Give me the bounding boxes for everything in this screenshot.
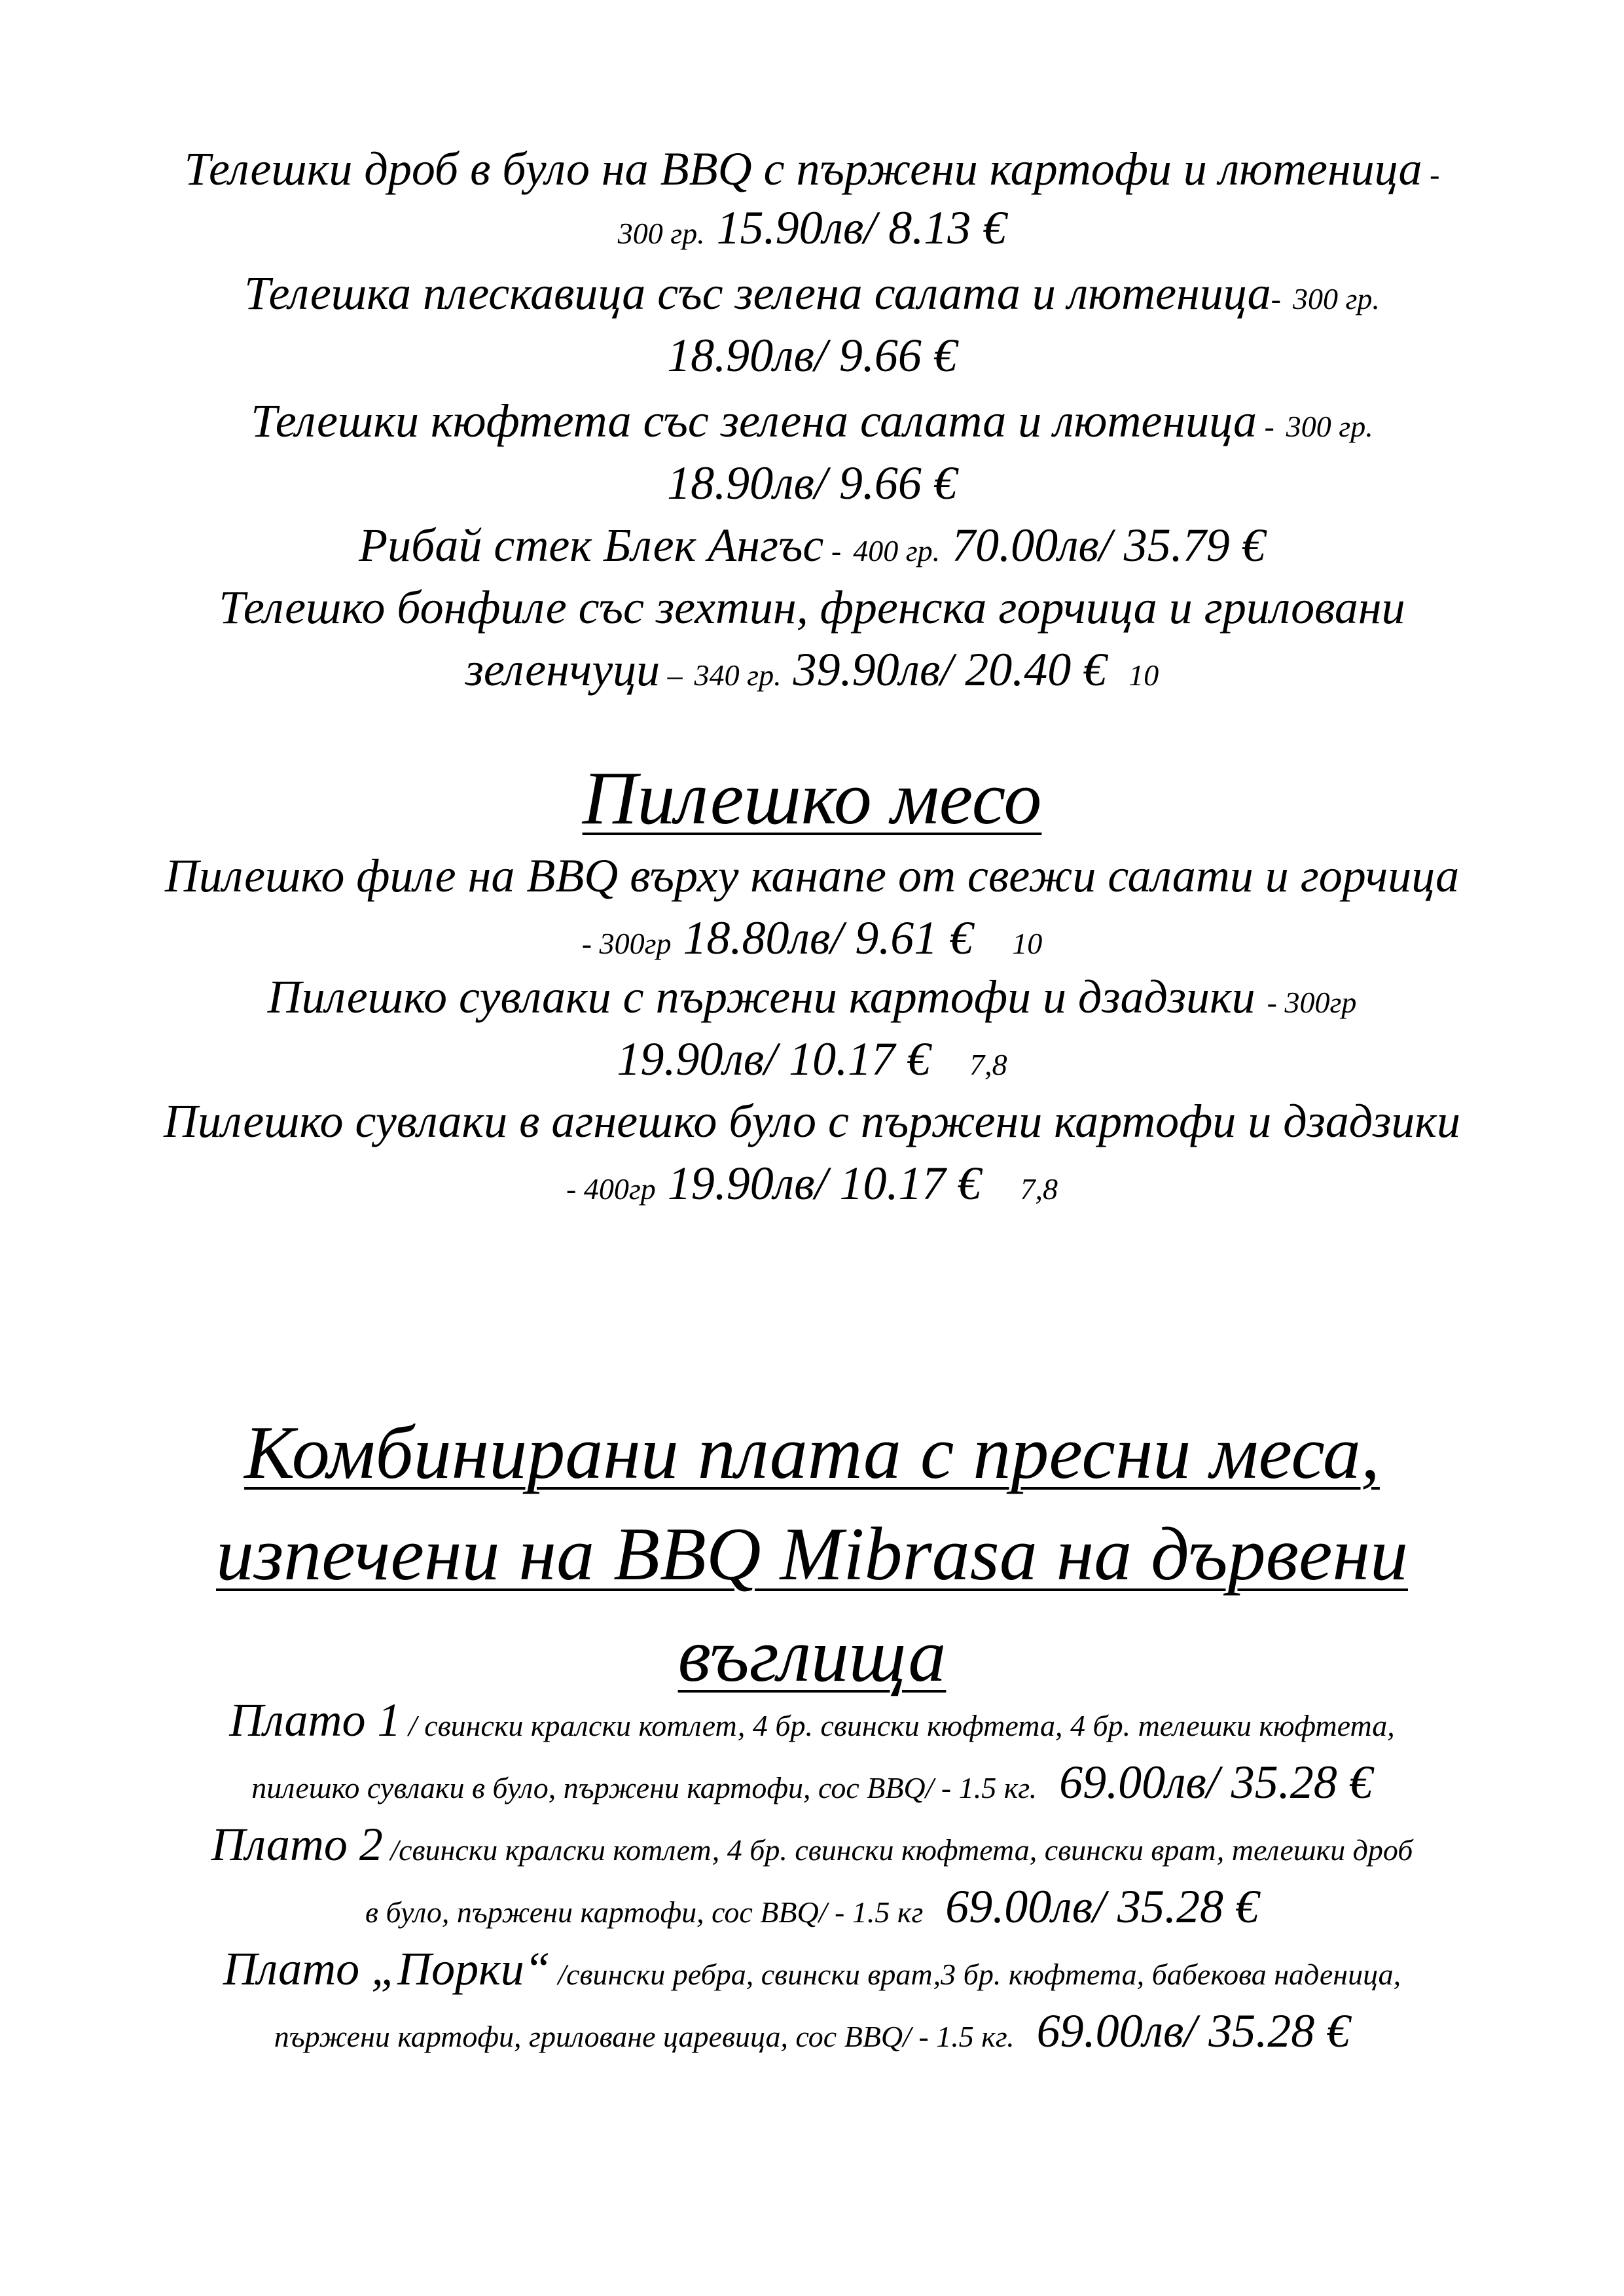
beef-item-3-name: Телешки кюфтета със зелена салата и лютеница xyxy=(251,395,1257,447)
beef-item-2-line-1 xyxy=(39,262,1585,331)
chicken-item-2-price: 19.90лв/ 10.17 € xyxy=(617,1033,931,1085)
chicken-item-2-line-1 xyxy=(39,965,1585,1034)
chicken-item-1-line-1 xyxy=(39,844,1585,907)
beef-item-5-price: 39.90лв/ 20.40 € xyxy=(793,643,1107,696)
platter-porki-desc-line-1: /свински ребра, свински врат,3 бр. кюфтета, бабекова наденица, xyxy=(550,1958,1401,1991)
beef-item-3-line-1 xyxy=(39,389,1585,458)
chicken-item-3-line-1 xyxy=(39,1090,1585,1153)
beef-item-4-price: 70.00лв/ 35.79 € xyxy=(952,519,1265,571)
beef-item-5-weight: 340 гр. xyxy=(694,658,782,692)
platter-porki-name: Плато „Порки“ xyxy=(223,1943,550,1995)
chicken-item-3-allergens: 7,8 xyxy=(1020,1172,1058,1206)
beef-item-1-name: Телешки дроб в було на BBQ с пържени картофи и лютеница xyxy=(184,143,1422,195)
chicken-item-3-line-2 xyxy=(39,1152,1585,1221)
chicken-item-3-price: 19.90лв/ 10.17 € xyxy=(667,1157,981,1210)
platter-porki-price: 69.00лв/ 35.28 € xyxy=(1036,2005,1350,2057)
chicken-heading: Пилешко месо xyxy=(582,757,1042,840)
chicken-item-3-weight: - 400гр xyxy=(566,1172,656,1206)
beef-item-2-name: Телешка плескавица със зелена салата и лютеница xyxy=(244,267,1271,319)
beef-item-4-weight: 400 гр. xyxy=(853,534,941,567)
platter-1-line-2 xyxy=(39,1751,1585,1820)
chicken-item-1-price: 18.80лв/ 9.61 € xyxy=(683,912,973,964)
chicken-item-2-weight: - 300гр xyxy=(1267,986,1357,1019)
beef-item-3-dash: - xyxy=(1256,410,1274,443)
platters-heading-line-1: Комбинирани плата с пресни меса, xyxy=(244,1411,1380,1495)
beef-item-3-weight: 300 гр. xyxy=(1286,410,1373,443)
platters-heading-line-3: въглища xyxy=(677,1614,947,1698)
platter-2-line-1 xyxy=(39,1813,1585,1882)
beef-item-1-weight: 300 гр. xyxy=(617,217,705,250)
chicken-item-2-allergens: 7,8 xyxy=(969,1048,1007,1081)
platter-2-desc-line-2: в було, пържени картофи, сос BBQ/ - 1.5 кг xyxy=(365,1895,924,1929)
beef-item-2-line-2 xyxy=(39,324,1585,387)
platter-1-desc-line-1: / свински кралски котлет, 4 бр. свински кюфтета, 4 бр. телешки кюфтета, xyxy=(401,1709,1395,1742)
platter-1-desc-line-2: пилешко сувлаки в було, пържени картофи, сос BBQ/ - 1.5 кг. xyxy=(251,1771,1038,1804)
platter-1-line-1 xyxy=(39,1689,1585,1757)
chicken-item-1-name: Пилешко филе на BBQ върху канапе от свежи салати и горчица xyxy=(164,850,1460,902)
beef-item-1-line-2 xyxy=(39,196,1585,265)
beef-item-1-price: 15.90лв/ 8.13 € xyxy=(716,202,1007,254)
beef-item-3-price: 18.90лв/ 9.66 € xyxy=(667,457,957,509)
platter-porki-line-2 xyxy=(39,2000,1585,2068)
platters-heading-line-2: изпечени на BBQ Mibrasa на дървени xyxy=(215,1513,1409,1596)
platter-2-desc-line-1: /свински кралски котлет, 4 бр. свински кюфтета, свински врат, телешки дроб xyxy=(382,1833,1413,1867)
beef-item-1-dash: - xyxy=(1422,158,1440,191)
beef-item-4-dash: - xyxy=(823,534,842,567)
beef-item-2-dash: - xyxy=(1271,282,1281,315)
beef-item-4-name: Рибай стек Блек Ангъс xyxy=(359,519,824,571)
chicken-item-1-weight: - 300гр xyxy=(581,927,672,960)
chicken-item-2-name: Пилешко сувлаки с пържени картофи и дзадзики xyxy=(267,971,1255,1023)
beef-item-5-line-2 xyxy=(39,638,1585,707)
chicken-item-1-allergens: 10 xyxy=(1012,927,1043,960)
platter-2-name: Плато 2 xyxy=(211,1818,383,1871)
beef-item-5-allergens: 10 xyxy=(1128,658,1159,692)
beef-item-3-line-2 xyxy=(39,452,1585,514)
platter-2-line-2 xyxy=(39,1875,1585,1944)
beef-item-5-name-line-1: Телешко бонфиле със зехтин, френска горчица и гриловани xyxy=(219,581,1405,634)
platter-porki-line-1 xyxy=(39,1937,1585,2006)
chicken-item-3-name: Пилешко сувлаки в агнешко було с пържени картофи и дзадзики xyxy=(164,1095,1460,1147)
beef-item-4-line xyxy=(39,514,1585,583)
beef-item-5-line-1 xyxy=(39,576,1585,639)
beef-item-2-price: 18.90лв/ 9.66 € xyxy=(667,329,957,382)
platter-1-price: 69.00лв/ 35.28 € xyxy=(1059,1756,1373,1808)
platter-2-price: 69.00лв/ 35.28 € xyxy=(945,1880,1259,1933)
chicken-item-2-line-2 xyxy=(39,1028,1585,1096)
beef-item-5-name-line-2: зеленчуци xyxy=(465,643,660,696)
platter-1-name: Плато 1 xyxy=(229,1694,401,1746)
platter-porki-desc-line-2: пържени картофи, гриловане царевица, сос BBQ/ - 1.5 кг. xyxy=(274,2020,1015,2053)
beef-item-5-dash: – xyxy=(660,658,683,692)
beef-item-2-weight: 300 гр. xyxy=(1292,282,1380,315)
